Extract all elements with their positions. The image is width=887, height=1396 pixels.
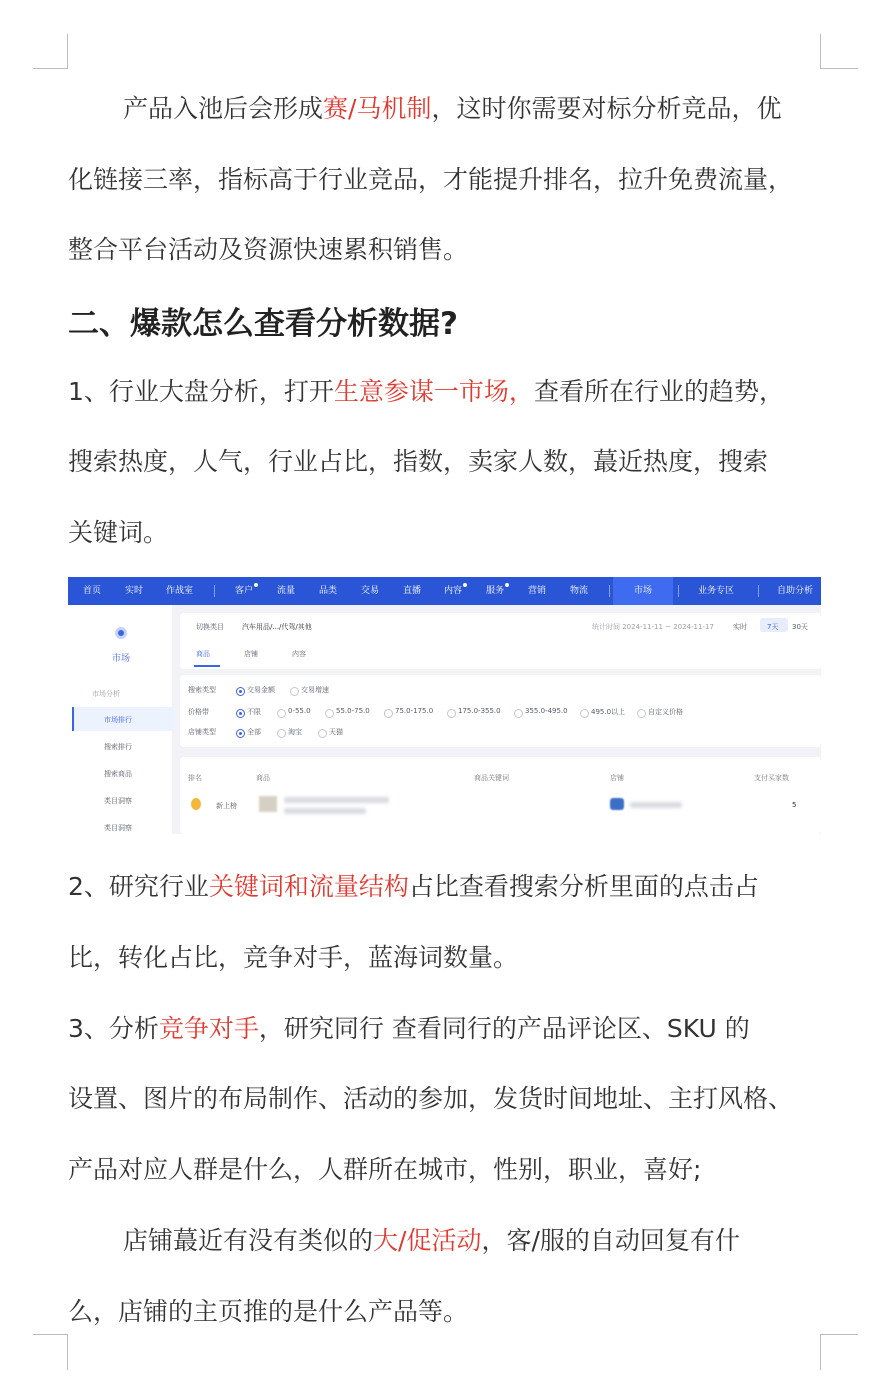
rank-type-label: 搜索类型 xyxy=(188,686,216,694)
radio-icon[interactable] xyxy=(277,709,286,718)
text-run: 占比查看搜索分析里面的点击占 xyxy=(408,872,759,901)
price-band-option[interactable]: 不限 xyxy=(247,708,261,716)
radio-icon[interactable] xyxy=(637,709,646,718)
paragraph-line: 关键词。 xyxy=(68,518,169,547)
buyer-count: 5 xyxy=(792,801,797,809)
highlight-text: 赛/马机制 xyxy=(323,94,432,123)
nav-label: 客户 xyxy=(235,586,254,596)
paragraph-line: 整合平台活动及资源快速累积销售。 xyxy=(68,235,469,264)
paragraph-line: 么，店铺的主页推的是什么产品等。 xyxy=(68,1297,469,1326)
nav-item-marketing[interactable]: 营销 xyxy=(528,586,547,596)
radio-icon[interactable] xyxy=(580,709,589,718)
paragraph-line: 比，转化占比，竞争对手，蓝海词数量。 xyxy=(68,943,519,972)
price-band-option[interactable]: 0-55.0 xyxy=(288,707,311,715)
embedded-screenshot xyxy=(68,577,821,834)
nav-item-business-zone[interactable]: 业务专区 xyxy=(698,586,735,596)
nav-divider xyxy=(678,585,679,597)
text-run: 3、分析 xyxy=(68,1014,159,1043)
price-band-option[interactable]: 自定义价格 xyxy=(648,708,683,716)
nav-item-traffic[interactable]: 流量 xyxy=(277,586,296,596)
section-heading: 二、爆款怎么查看分析数据? xyxy=(68,306,458,342)
rank-type-option[interactable]: 交易增速 xyxy=(301,686,329,694)
paragraph-line: 产品对应人群是什么，人群所在城市，性别，职业，喜好; xyxy=(68,1155,702,1184)
radio-icon[interactable] xyxy=(447,709,456,718)
table-header-keyword: 商品关键词 xyxy=(474,774,509,782)
paragraph-line xyxy=(68,356,848,427)
options-panel xyxy=(180,675,821,747)
rank-tag: 新上榜 xyxy=(216,802,237,810)
table-header-buyers: 支付买家数 xyxy=(754,774,789,782)
text-run: ，这时你需要对标分析竞品，优 xyxy=(431,94,782,123)
nav-item-realtime[interactable]: 实时 xyxy=(125,586,144,596)
crop-mark-top-left-v xyxy=(67,34,68,69)
tab-underline xyxy=(194,665,220,667)
highlight-text: 生意参谋一市场， xyxy=(333,377,534,406)
period-7d[interactable]: 7天 xyxy=(767,623,779,631)
badge-dot-icon xyxy=(463,583,467,587)
medal-icon xyxy=(191,798,201,810)
nav-item-home[interactable]: 首页 xyxy=(83,586,102,596)
nav-item-category[interactable]: 品类 xyxy=(319,586,338,596)
text-run: 查看所在行业的趋势， xyxy=(533,377,784,406)
sidebar-item-market-rank[interactable]: 市场排行 xyxy=(104,716,132,724)
price-band-option[interactable]: 355.0-495.0 xyxy=(525,707,568,715)
nav-label: 内容 xyxy=(444,586,463,596)
table-header-product: 商品 xyxy=(256,774,270,782)
price-band-option[interactable]: 75.0-175.0 xyxy=(395,707,434,715)
radio-icon[interactable] xyxy=(514,709,523,718)
radio-icon[interactable] xyxy=(384,709,393,718)
text-run: 1、行业大盘分析，打开 xyxy=(68,377,334,406)
text-run: 店铺蕞近有没有类似的 xyxy=(123,1226,374,1255)
radio-icon[interactable] xyxy=(236,729,245,738)
rank-table xyxy=(180,757,821,834)
tab-shop[interactable]: 店铺 xyxy=(244,650,258,658)
top-nav-bar xyxy=(68,577,821,605)
nav-item-logistics[interactable]: 物流 xyxy=(570,586,589,596)
shop-type-option[interactable]: 淘宝 xyxy=(288,728,302,736)
nav-divider xyxy=(214,585,215,597)
text-run: 2、研究行业 xyxy=(68,872,209,901)
stat-time: 统计时间 2024-11-11 ~ 2024-11-17 xyxy=(592,623,714,631)
filter-panel xyxy=(180,613,821,669)
period-30d[interactable]: 30天 xyxy=(792,623,808,631)
badge-dot-icon xyxy=(254,583,258,587)
rank-type-option[interactable]: 交易金额 xyxy=(247,686,275,694)
sidebar xyxy=(68,605,172,834)
paragraph-line xyxy=(68,1205,887,1276)
market-icon xyxy=(115,627,127,639)
paragraph-line: 化链接三率，指标高于行业竞品，才能提升排名，拉升免费流量， xyxy=(68,165,794,194)
switch-category-label[interactable]: 切换类目 xyxy=(196,623,224,631)
radio-icon[interactable] xyxy=(277,729,286,738)
shop-type-option[interactable]: 全部 xyxy=(247,728,261,736)
category-path-select[interactable]: 汽车用品/.../代驾/其他 xyxy=(242,623,312,631)
sidebar-title: 市场 xyxy=(112,654,131,664)
nav-item-market[interactable]: 市场 xyxy=(634,586,653,596)
paragraph-line xyxy=(68,851,848,922)
blurred-shop-name xyxy=(630,802,682,808)
radio-icon[interactable] xyxy=(236,709,245,718)
highlight-text: 大/促活动 xyxy=(373,1226,482,1255)
nav-divider xyxy=(609,585,610,597)
paragraph-line xyxy=(68,73,887,144)
text-run: ，研究同行 查看同行的产品评论区、SKU 的 xyxy=(258,1014,750,1043)
blurred-product-title xyxy=(284,797,389,803)
price-band-option[interactable]: 175.0-355.0 xyxy=(458,707,501,715)
text-run: 产品入池后会形成 xyxy=(123,94,324,123)
tab-content[interactable]: 内容 xyxy=(292,650,306,658)
table-header-rank: 排名 xyxy=(188,774,202,782)
product-thumbnail[interactable] xyxy=(259,796,277,812)
text-run: ，客/服的自动回复有什 xyxy=(481,1226,740,1255)
sidebar-item-category-insight[interactable]: 类目洞察 xyxy=(104,797,132,805)
paragraph-line: 搜索热度，人气，行业占比，指数，卖家人数，蕞近热度，搜索 xyxy=(68,447,769,476)
crop-mark-top-right-h xyxy=(820,68,858,69)
crop-mark-bottom-left-h xyxy=(33,1334,68,1335)
crop-mark-top-left-h xyxy=(33,68,68,69)
blurred-product-title xyxy=(284,808,366,814)
sidebar-item-category-insight-2[interactable]: 类目洞察 xyxy=(104,824,132,832)
nav-item-trade[interactable]: 交易 xyxy=(361,586,380,596)
badge-dot-icon xyxy=(505,583,509,587)
nav-item-content[interactable] xyxy=(444,577,462,605)
price-band-option[interactable]: 55.0-75.0 xyxy=(336,707,370,715)
shop-type-option[interactable]: 天猫 xyxy=(329,728,343,736)
nav-item-warroom[interactable]: 作战室 xyxy=(166,586,194,596)
crop-mark-top-right-v xyxy=(820,34,821,69)
table-header-shop: 店铺 xyxy=(610,774,624,782)
radio-icon[interactable] xyxy=(290,687,299,696)
highlight-text: 关键词和流量结构 xyxy=(208,872,409,901)
shop-type-label: 店铺类型 xyxy=(188,728,216,736)
tab-product[interactable]: 商品 xyxy=(196,650,210,658)
radio-icon[interactable] xyxy=(236,687,245,696)
paragraph-line xyxy=(68,993,848,1064)
shop-logo-icon xyxy=(610,798,624,810)
paragraph-line: 设置、图片的布局制作、活动的参加，发货时间地址、主打风格、 xyxy=(68,1084,794,1113)
period-realtime[interactable]: 实时 xyxy=(733,623,747,631)
nav-label: 服务 xyxy=(486,586,505,596)
sidebar-group-label: 市场分析 xyxy=(92,690,120,698)
nav-item-live[interactable]: 直播 xyxy=(403,586,422,596)
radio-icon[interactable] xyxy=(325,709,334,718)
sidebar-item-search-product[interactable]: 搜索商品 xyxy=(104,770,132,778)
price-band-option[interactable]: 495.0以上 xyxy=(591,708,626,716)
nav-divider xyxy=(758,585,759,597)
radio-icon[interactable] xyxy=(318,729,327,738)
highlight-text: 竞争对手 xyxy=(158,1014,259,1043)
sidebar-item-search-rank[interactable]: 搜索排行 xyxy=(104,743,132,751)
nav-item-self-analysis[interactable]: 自助分析 xyxy=(777,586,814,596)
nav-item-customer[interactable] xyxy=(235,577,253,605)
nav-item-service[interactable] xyxy=(486,577,504,605)
price-band-label: 价格带 xyxy=(188,708,209,716)
